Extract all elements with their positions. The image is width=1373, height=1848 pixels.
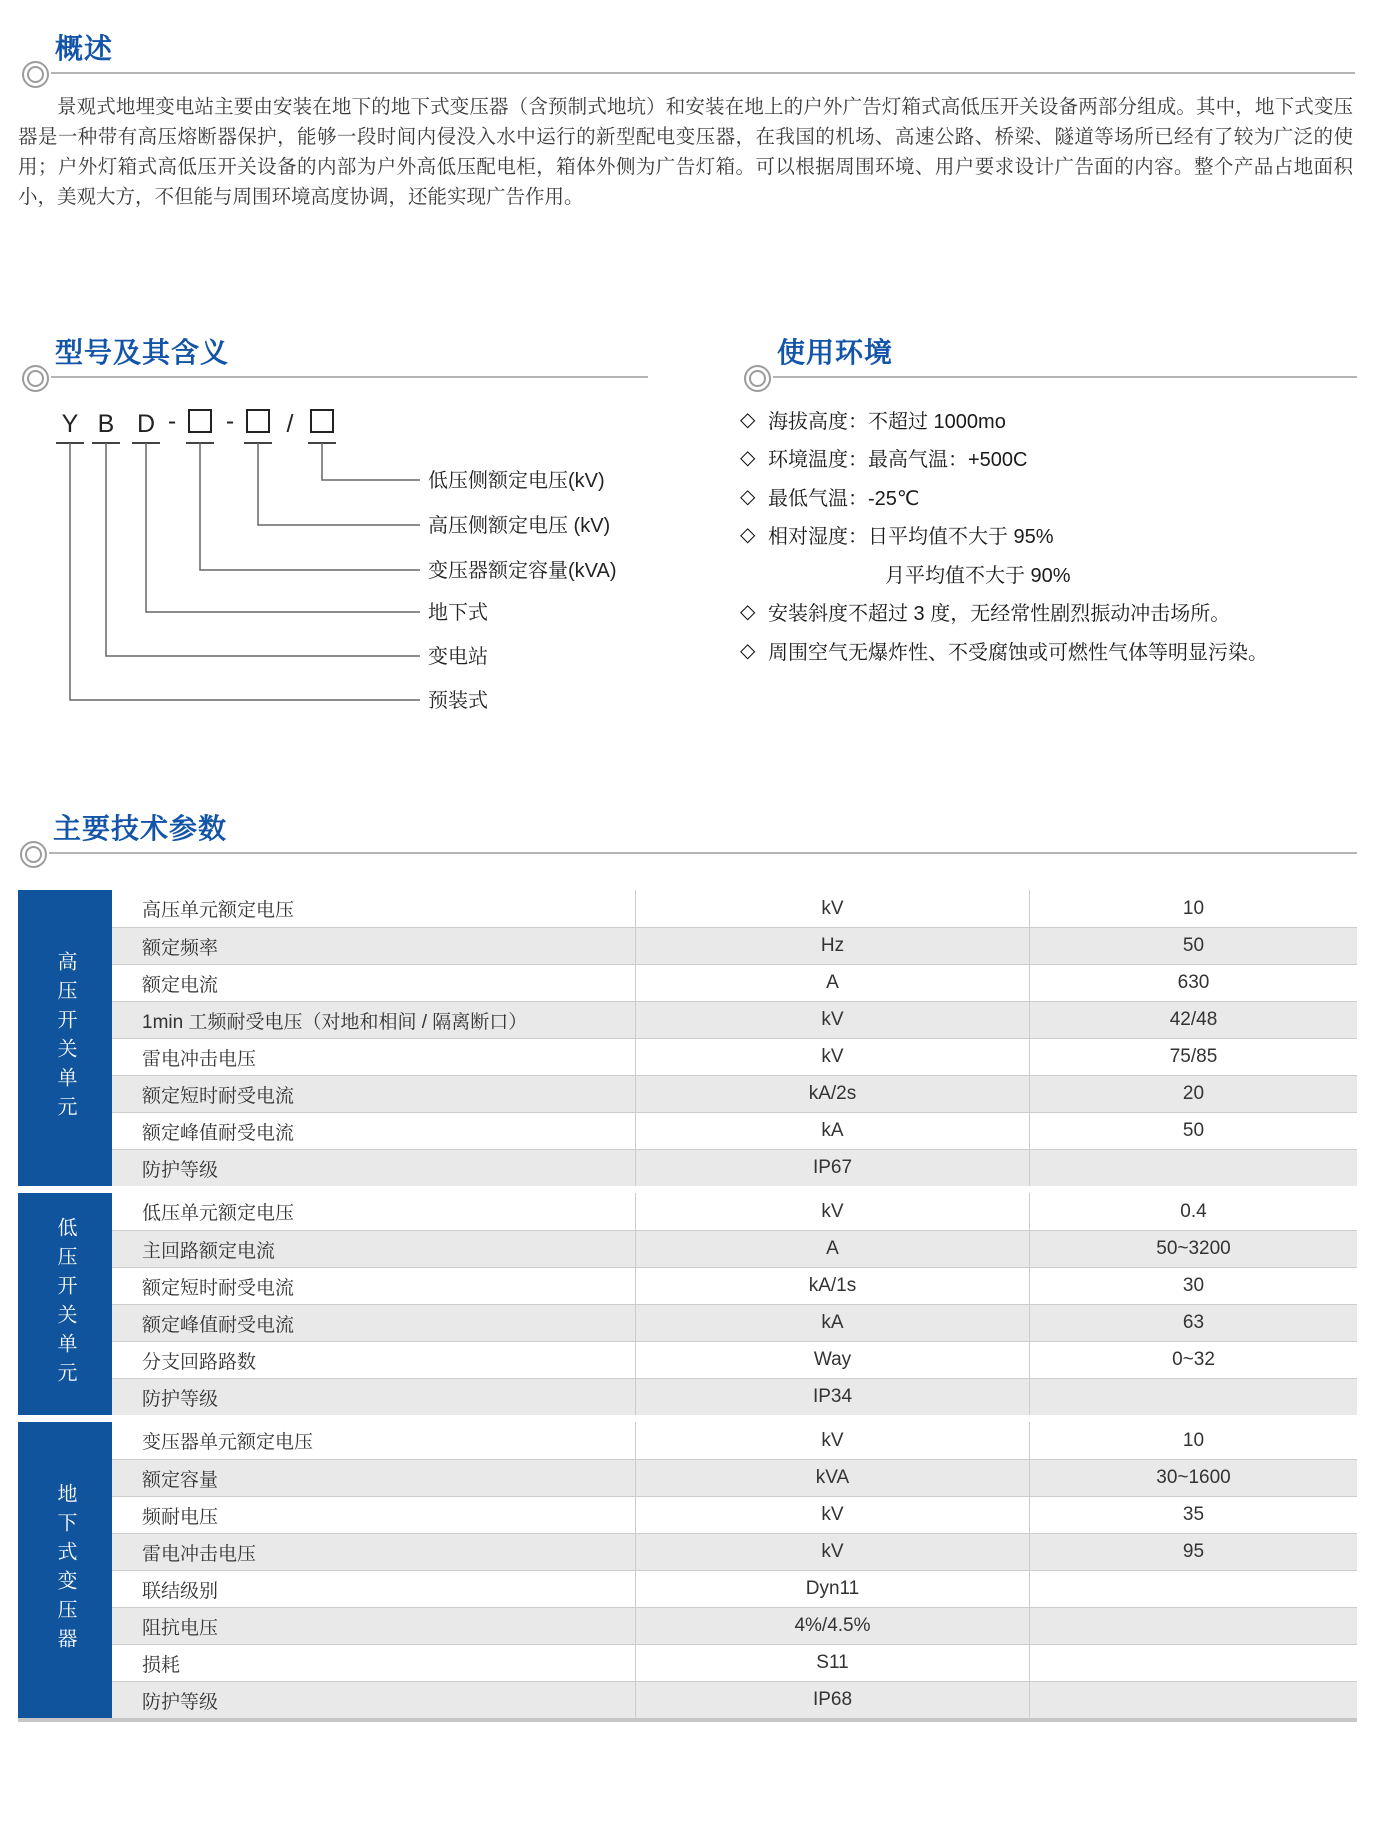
value-cell: 30 <box>1182 1275 1205 1296</box>
unit-cell: kVA <box>636 1460 1030 1496</box>
table-category-label: 地下式变压器 <box>54 1483 76 1657</box>
value-cell <box>1030 1682 1357 1718</box>
unit-cell: kV <box>636 1534 1030 1570</box>
value-cell: 95 <box>1182 1541 1205 1562</box>
table-category-cell <box>18 1193 112 1415</box>
environment-item <box>740 400 1360 439</box>
table-row <box>112 1422 1357 1459</box>
unit-cell: kV <box>636 1039 1030 1075</box>
section-ring-icon <box>744 365 771 392</box>
value-cell: 10 <box>1182 897 1205 919</box>
table-row <box>112 890 1357 927</box>
table-row <box>112 1341 1357 1378</box>
param-cell: 主回路额定电流 <box>112 1231 636 1267</box>
model-symbol: - <box>167 407 177 435</box>
unit-cell: kA/2s <box>636 1076 1030 1112</box>
unit-cell: S11 <box>636 1645 1030 1681</box>
value-cell: 10 <box>1182 1429 1205 1451</box>
diamond-bullet-icon: ◇ <box>740 485 756 508</box>
model-code-diagram <box>0 395 660 730</box>
param-cell: 雷电冲击电压 <box>112 1039 636 1075</box>
table-row <box>112 1681 1357 1718</box>
model-symbol: Y <box>61 410 79 438</box>
environment-rule-line <box>773 376 1357 378</box>
environment-item-text: 周围空气无爆炸性、不受腐蚀或可燃性气体等明显污染。 <box>768 641 1268 664</box>
value-cell: 20 <box>1182 1083 1205 1104</box>
table-row <box>112 1378 1357 1415</box>
environment-item <box>740 631 1360 670</box>
environment-item-text: 月平均值不大于 90% <box>885 564 1071 587</box>
model-symbol: - <box>225 407 235 435</box>
table-rows <box>112 1193 1357 1415</box>
table-group <box>18 1193 1357 1415</box>
value-cell: 50~3200 <box>1156 1238 1231 1259</box>
environment-item <box>740 593 1360 632</box>
model-label: 变电站 <box>428 646 488 668</box>
table-row <box>112 1644 1357 1681</box>
model-label: 低压侧额定电压(kV) <box>428 470 605 492</box>
model-label: 高压侧额定电压 (kV) <box>428 515 611 537</box>
table-row <box>112 1304 1357 1341</box>
table-row <box>112 964 1357 1001</box>
table-rows <box>112 1422 1357 1718</box>
unit-cell: kV <box>636 1002 1030 1038</box>
table-row <box>112 1267 1357 1304</box>
value-cell <box>1030 1645 1357 1681</box>
table-row <box>112 1075 1357 1112</box>
parameters-rule-line <box>49 852 1357 854</box>
environment-title: 使用环境 <box>777 337 894 368</box>
section-ring-icon <box>22 61 49 88</box>
overview-paragraph: 景观式地埋变电站主要由安装在地下的地下式变压器（含预制式地坑）和安装在地上的户外广告灯箱式高低压开关设备两部分组成。其中，地下式变压器是一种带有高压熔断器保护，能够一段时间内侵没入水中运行的新型配电变压器，在我国的机场、高速公路、桥梁、隧道等场所已经有了较为广泛的使用；户外灯箱式高低压开关设备的内部为户外高低压配电柜，箱体外侧为广告灯箱。可以根据周围环境、用户要求设计广告面的内容。整个产品占地面积小，美观大方，不但能与周围环境高度协调，还能实现广告作用。 <box>18 96 1353 208</box>
environment-section-header <box>740 330 1357 392</box>
table-category-label: 高压开关单元 <box>54 951 76 1125</box>
param-cell: 额定电流 <box>112 965 636 1001</box>
unit-cell: kA/1s <box>636 1268 1030 1304</box>
param-cell: 1min 工频耐受电压（对地和相间 / 隔离断口） <box>112 1002 636 1038</box>
table-row <box>112 1459 1357 1496</box>
table-row <box>112 1570 1357 1607</box>
section-ring-icon <box>22 365 49 392</box>
param-cell: 额定频率 <box>112 928 636 964</box>
unit-cell: 4%/4.5% <box>636 1608 1030 1644</box>
value-cell: 630 <box>1177 972 1210 993</box>
diamond-bullet-icon: ◇ <box>740 601 756 624</box>
table-row <box>112 1607 1357 1644</box>
param-cell: 高压单元额定电压 <box>112 890 636 927</box>
overview-rule <box>18 60 1355 88</box>
unit-cell: Hz <box>636 928 1030 964</box>
param-cell: 额定短时耐受电流 <box>112 1268 636 1304</box>
param-cell: 联结级别 <box>112 1571 636 1607</box>
table-rows <box>112 890 1357 1186</box>
param-cell: 防护等级 <box>112 1682 636 1718</box>
overview-rule-line <box>51 72 1355 74</box>
unit-cell: kV <box>636 1497 1030 1533</box>
unit-cell: Way <box>636 1342 1030 1378</box>
model-label: 预装式 <box>428 690 488 712</box>
table-category-cell <box>18 890 112 1186</box>
environment-item-text: 相对湿度：日平均值不大于 95% <box>768 526 1054 549</box>
model-symbol: B <box>97 410 115 438</box>
value-cell: 75/85 <box>1169 1046 1218 1067</box>
diamond-bullet-icon: ◇ <box>740 447 756 470</box>
value-cell: 50 <box>1182 935 1205 956</box>
value-cell: 50 <box>1182 1120 1205 1141</box>
table-row <box>112 1001 1357 1038</box>
unit-cell: A <box>636 965 1030 1001</box>
environment-item <box>740 516 1360 555</box>
param-cell: 额定峰值耐受电流 <box>112 1113 636 1149</box>
model-label: 变压器额定容量(kVA) <box>428 560 617 582</box>
param-cell: 变压器单元额定电压 <box>112 1422 636 1459</box>
table-group <box>18 890 1357 1186</box>
unit-cell: kA <box>636 1113 1030 1149</box>
param-cell: 频耐电压 <box>112 1497 636 1533</box>
parameters-title: 主要技术参数 <box>53 813 228 844</box>
table-row <box>112 1038 1357 1075</box>
overview-section-header <box>18 26 1355 88</box>
param-cell: 低压单元额定电压 <box>112 1193 636 1230</box>
table-row <box>112 927 1357 964</box>
model-rule-line <box>51 376 648 378</box>
value-cell: 42/48 <box>1169 1009 1218 1030</box>
environment-item-text: 安装斜度不超过 3 度，无经常性剧烈振动冲击场所。 <box>768 603 1231 626</box>
param-cell: 阻抗电压 <box>112 1608 636 1644</box>
param-cell: 额定容量 <box>112 1460 636 1496</box>
diamond-bullet-icon: ◇ <box>740 524 756 547</box>
model-symbol: D <box>136 410 156 438</box>
model-section-header <box>18 330 648 392</box>
value-cell <box>1030 1379 1357 1415</box>
value-cell <box>1030 1571 1357 1607</box>
table-row <box>112 1533 1357 1570</box>
environment-item-text: 最低气温：-25℃ <box>768 487 920 510</box>
environment-item-text: 环境温度：最高气温：+500C <box>768 449 1028 472</box>
param-cell: 额定短时耐受电流 <box>112 1076 636 1112</box>
table-row <box>112 1112 1357 1149</box>
environment-item <box>740 439 1360 478</box>
unit-cell: kV <box>636 1422 1030 1459</box>
value-cell <box>1030 1150 1357 1186</box>
model-symbol: / <box>286 410 294 438</box>
parameters-section-header <box>16 806 1357 868</box>
table-group <box>18 1422 1357 1722</box>
unit-cell: IP34 <box>636 1379 1030 1415</box>
model-label: 地下式 <box>428 602 488 624</box>
overview-title: 概述 <box>55 33 114 64</box>
value-cell <box>1030 1608 1357 1644</box>
value-cell: 0~32 <box>1172 1349 1215 1370</box>
table-row <box>112 1193 1357 1230</box>
param-cell: 分支回路路数 <box>112 1342 636 1378</box>
section-ring-icon <box>20 841 47 868</box>
model-placeholder-box <box>189 410 211 432</box>
model-placeholder-box <box>311 410 333 432</box>
param-cell: 防护等级 <box>112 1150 636 1186</box>
param-cell: 雷电冲击电压 <box>112 1534 636 1570</box>
table-category-cell <box>18 1422 112 1718</box>
table-category-label: 低压开关单元 <box>54 1217 76 1391</box>
diamond-bullet-icon: ◇ <box>740 639 756 662</box>
param-cell: 损耗 <box>112 1645 636 1681</box>
unit-cell: kV <box>636 890 1030 927</box>
environment-item <box>740 554 1360 593</box>
unit-cell: IP67 <box>636 1150 1030 1186</box>
param-cell: 额定峰值耐受电流 <box>112 1305 636 1341</box>
unit-cell: kV <box>636 1193 1030 1230</box>
param-cell: 防护等级 <box>112 1379 636 1415</box>
table-row <box>112 1149 1357 1186</box>
model-placeholder-box <box>247 410 269 432</box>
unit-cell: Dyn11 <box>636 1571 1030 1607</box>
value-cell: 30~1600 <box>1156 1467 1231 1488</box>
model-title: 型号及其含义 <box>55 337 230 368</box>
parameters-table <box>18 890 1357 1722</box>
table-row <box>112 1496 1357 1533</box>
unit-cell: A <box>636 1231 1030 1267</box>
unit-cell: IP68 <box>636 1682 1030 1718</box>
environment-item-text: 海拔高度：不超过 1000mo <box>768 410 1006 433</box>
value-cell: 63 <box>1182 1312 1205 1333</box>
value-cell: 35 <box>1182 1504 1205 1525</box>
table-row <box>112 1230 1357 1267</box>
unit-cell: kA <box>636 1305 1030 1341</box>
environment-list <box>740 400 1360 670</box>
diamond-bullet-icon: ◇ <box>740 408 756 431</box>
environment-item <box>740 477 1360 516</box>
value-cell: 0.4 <box>1180 1200 1207 1222</box>
